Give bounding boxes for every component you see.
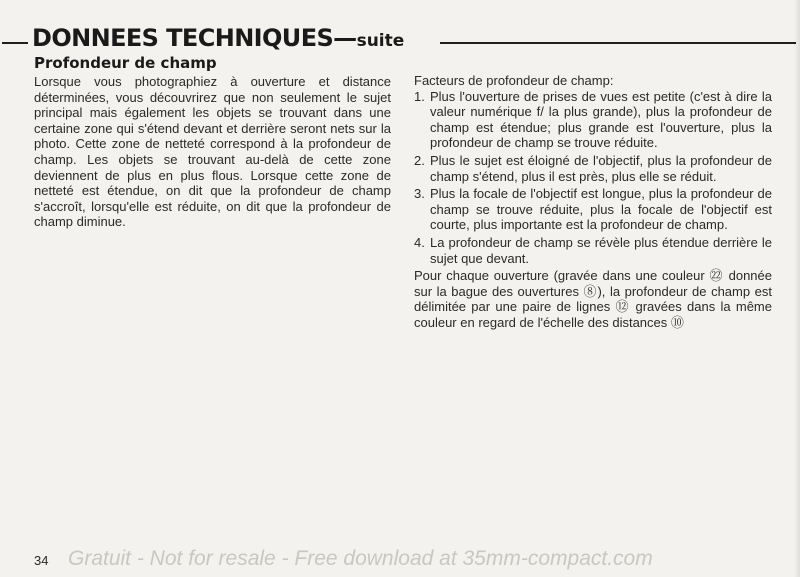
header-rule-right xyxy=(440,42,796,44)
list-item xyxy=(414,153,772,184)
page-title-suffix: suite xyxy=(356,31,405,51)
page-header xyxy=(0,24,800,54)
list-item-number: 4. xyxy=(414,234,425,250)
list-item-text: Plus la focale de l'objectif est longue, plus la profondeur de champ se trouve réduite, plus la focale de l'objectif est courte, plus importante est la profondeur de champ. xyxy=(430,186,772,233)
list-item xyxy=(414,235,772,266)
list-item-number: 1. xyxy=(414,88,425,104)
list-item-text: Plus l'ouverture de prises de vues est petite (c'est à dire la valeur numérique f/ la plus grande), plus la profondeur de champ est étendue; plus grande est l'ouverture, plus la profondeur de champ se trouve réduite. xyxy=(430,88,772,151)
list-item-number: 2. xyxy=(414,152,425,168)
list-item-text: Plus le sujet est éloigné de l'objectif, plus la profondeur de champ s'étend, plus il est près, plus elle se réduit. xyxy=(430,152,772,184)
closing-paragraph: Pour chaque ouverture (gravée dans une couleur ㉒ donnée sur la bague des ouvertures ⑧), la profondeur de champ est délimitée par une paire de lignes ⑫ gravées dans la même couleur en regard de l'échelle des distances ⑩ xyxy=(414,268,772,330)
page-title xyxy=(32,24,404,52)
list-item-text: La profondeur de champ se révèle plus étendue derrière le sujet que devant. xyxy=(430,234,772,266)
left-column xyxy=(34,54,391,230)
factors-intro: Facteurs de profondeur de champ: xyxy=(414,73,614,88)
list-item-number: 3. xyxy=(414,186,425,202)
page-title-main: DONNEES TECHNIQUES— xyxy=(32,24,357,52)
page-edge-shadow xyxy=(794,0,800,577)
factors-list xyxy=(414,89,772,267)
header-rule-left xyxy=(2,42,28,44)
right-column xyxy=(414,73,772,331)
list-item xyxy=(414,89,772,151)
watermark-text: Gratuit - Not for resale - Free download at 35mm-compact.com xyxy=(68,547,653,570)
left-body-text: Lorsque vous photographiez à ouverture et distance déterminées, vous découvrirez que non seulement le sujet principal mais également les objets se trouvant dans une certaine zone qui s'étend devant et derrière seront nets sur la photo. Cette zone de netteté correspond à la profondeur de champ. Les objets se trouvant au-delà de cette zone deviennent de plus en plus flous. Lorsque cette zone de netteté est étendue, on dit que la profondeur de champ s'accroît, lorsqu'elle est réduite, on dit que la profondeur de champ diminue. xyxy=(34,74,391,230)
page-number: 34 xyxy=(34,553,49,568)
section-subtitle: Profondeur de champ xyxy=(34,54,217,72)
list-item xyxy=(414,186,772,233)
